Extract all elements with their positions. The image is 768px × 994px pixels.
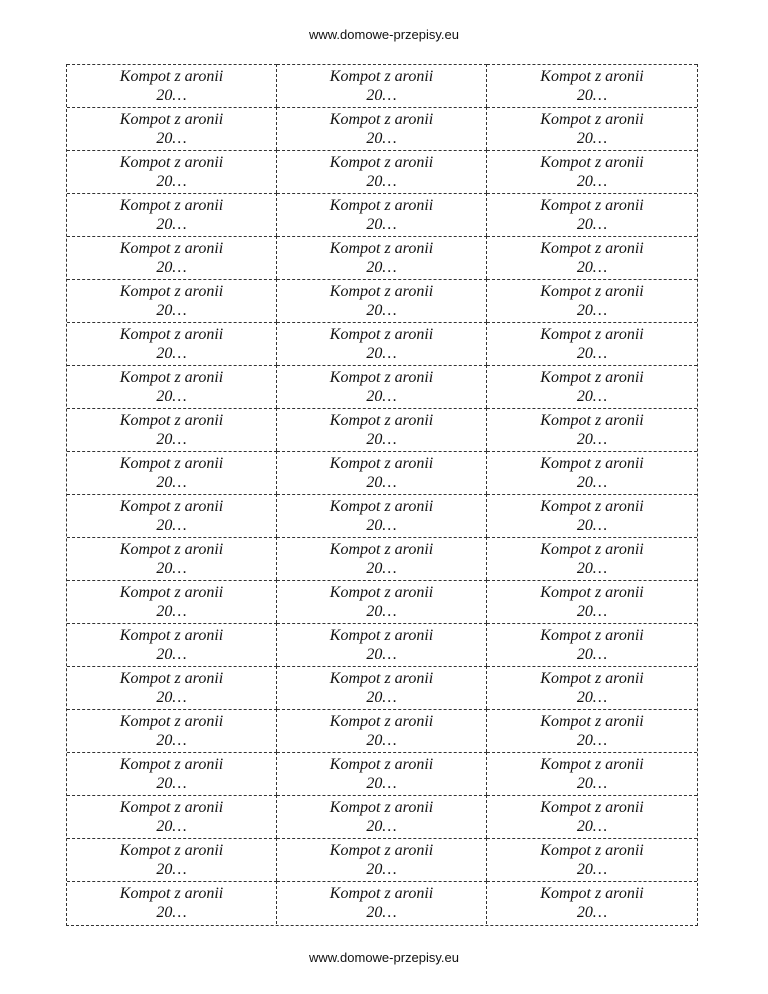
label-year: 20…: [366, 646, 397, 663]
label-title: Kompot z aronii: [540, 756, 644, 773]
label-title: Kompot z aronii: [329, 240, 434, 257]
jar-label: [67, 666, 277, 709]
jar-label: [277, 537, 487, 580]
label-year: 20…: [156, 388, 187, 405]
label-year: 20…: [366, 302, 397, 319]
label-year: 20…: [366, 216, 397, 233]
label-year: 20…: [156, 345, 187, 362]
label-year: 20…: [366, 603, 397, 620]
label-year: 20…: [156, 87, 187, 104]
label-year: 20…: [576, 130, 608, 147]
label-year: 20…: [366, 732, 397, 749]
label-year: 20…: [576, 517, 608, 534]
jar-label: [67, 537, 277, 580]
label-year: 20…: [576, 775, 608, 792]
label-year: 20…: [156, 130, 187, 147]
label-title: Kompot z aronii: [540, 885, 644, 902]
jar-label: [277, 709, 487, 752]
jar-label: [277, 365, 487, 408]
label-title: Kompot z aronii: [540, 842, 644, 859]
jar-label: [277, 64, 487, 107]
jar-label: [67, 881, 277, 924]
label-year: 20…: [156, 861, 187, 878]
jar-label: [277, 838, 487, 881]
site-url-header: www.domowe-przepisy.eu: [308, 27, 460, 42]
label-title: Kompot z aronii: [540, 455, 644, 472]
jar-label: [277, 451, 487, 494]
jar-label: [277, 494, 487, 537]
label-year: 20…: [576, 216, 608, 233]
label-title: Kompot z aronii: [119, 498, 224, 515]
label-year: 20…: [156, 431, 187, 448]
label-title: Kompot z aronii: [329, 670, 434, 687]
jar-label: [277, 623, 487, 666]
label-title: Kompot z aronii: [540, 670, 644, 687]
label-year: 20…: [156, 560, 187, 577]
label-year: 20…: [576, 259, 608, 276]
label-year: 20…: [366, 259, 397, 276]
jar-label: [487, 365, 697, 408]
label-title: Kompot z aronii: [540, 627, 644, 644]
jar-label: [487, 64, 697, 107]
label-year: 20…: [156, 646, 187, 663]
label-year: 20…: [156, 689, 187, 706]
jar-label: [487, 193, 697, 236]
label-year: 20…: [156, 603, 187, 620]
label-title: Kompot z aronii: [119, 111, 224, 128]
jar-label: [487, 580, 697, 623]
label-title: Kompot z aronii: [329, 412, 434, 429]
label-year: 20…: [366, 87, 397, 104]
label-title: Kompot z aronii: [119, 326, 224, 343]
jar-label: [277, 279, 487, 322]
label-title: Kompot z aronii: [540, 68, 644, 85]
jar-label: [487, 236, 697, 279]
label-title: Kompot z aronii: [119, 842, 224, 859]
label-year: 20…: [366, 388, 397, 405]
label-year: 20…: [366, 689, 397, 706]
jar-label: [277, 322, 487, 365]
label-year: 20…: [576, 302, 608, 319]
jar-label: [487, 279, 697, 322]
label-title: Kompot z aronii: [329, 627, 434, 644]
label-title: Kompot z aronii: [329, 541, 434, 558]
label-year: 20…: [156, 474, 187, 491]
label-year: 20…: [156, 259, 187, 276]
label-year: 20…: [156, 173, 187, 190]
label-title: Kompot z aronii: [119, 369, 224, 386]
jar-label: [277, 881, 487, 924]
label-year: 20…: [156, 775, 187, 792]
label-year: 20…: [576, 388, 608, 405]
jar-label: [67, 623, 277, 666]
label-year: 20…: [576, 474, 608, 491]
jar-label: [67, 494, 277, 537]
jar-label: [277, 107, 487, 150]
jar-label: [67, 580, 277, 623]
label-year: 20…: [366, 818, 397, 835]
label-year: 20…: [366, 517, 397, 534]
jar-label: [67, 451, 277, 494]
jar-label: [67, 150, 277, 193]
jar-label: [487, 881, 697, 924]
label-title: Kompot z aronii: [329, 756, 434, 773]
jar-label: [277, 150, 487, 193]
label-title: Kompot z aronii: [540, 713, 644, 730]
label-title: Kompot z aronii: [119, 283, 224, 300]
label-title: Kompot z aronii: [119, 756, 224, 773]
label-year: 20…: [576, 818, 608, 835]
label-title: Kompot z aronii: [540, 369, 644, 386]
jar-label: [277, 193, 487, 236]
label-title: Kompot z aronii: [329, 197, 434, 214]
label-title: Kompot z aronii: [119, 541, 224, 558]
label-title: Kompot z aronii: [329, 369, 434, 386]
jar-label: [67, 236, 277, 279]
jar-label: [487, 494, 697, 537]
label-title: Kompot z aronii: [119, 240, 224, 257]
jar-label: [487, 322, 697, 365]
label-title: Kompot z aronii: [329, 68, 434, 85]
jar-label: [487, 150, 697, 193]
label-title: Kompot z aronii: [329, 111, 434, 128]
label-title: Kompot z aronii: [540, 326, 644, 343]
jar-label: [67, 752, 277, 795]
jar-label: [487, 709, 697, 752]
site-url-footer: www.domowe-przepisy.eu: [308, 950, 460, 965]
label-year: 20…: [576, 732, 608, 749]
label-title: Kompot z aronii: [329, 584, 434, 601]
label-title: Kompot z aronii: [119, 713, 224, 730]
label-title: Kompot z aronii: [329, 154, 434, 171]
label-title: Kompot z aronii: [540, 412, 644, 429]
label-title: Kompot z aronii: [119, 68, 224, 85]
jar-label: [487, 838, 697, 881]
label-title: Kompot z aronii: [329, 842, 434, 859]
label-year: 20…: [156, 517, 187, 534]
label-title: Kompot z aronii: [329, 885, 434, 902]
label-title: Kompot z aronii: [329, 498, 434, 515]
jar-label: [67, 365, 277, 408]
jar-label: [487, 623, 697, 666]
label-year: 20…: [576, 345, 608, 362]
jar-label: [487, 451, 697, 494]
label-title: Kompot z aronii: [540, 584, 644, 601]
label-title: Kompot z aronii: [540, 283, 644, 300]
jar-label: [67, 838, 277, 881]
jar-label: [487, 408, 697, 451]
jar-label: [277, 408, 487, 451]
jar-label: [487, 795, 697, 838]
label-title: Kompot z aronii: [119, 885, 224, 902]
jar-label: [67, 64, 277, 107]
label-year: 20…: [366, 904, 397, 921]
label-title: Kompot z aronii: [119, 670, 224, 687]
jar-label: [277, 795, 487, 838]
jar-label: [277, 580, 487, 623]
label-title: Kompot z aronii: [540, 541, 644, 558]
label-title: Kompot z aronii: [329, 283, 434, 300]
jar-label: [277, 752, 487, 795]
label-sheet: [66, 64, 698, 926]
label-year: 20…: [366, 173, 397, 190]
label-year: 20…: [156, 904, 187, 921]
label-year: 20…: [156, 732, 187, 749]
label-year: 20…: [576, 861, 608, 878]
label-title: Kompot z aronii: [119, 455, 224, 472]
label-year: 20…: [576, 689, 608, 706]
jar-label: [277, 236, 487, 279]
label-title: Kompot z aronii: [119, 584, 224, 601]
jar-label: [277, 666, 487, 709]
jar-label: [67, 709, 277, 752]
label-year: 20…: [576, 560, 608, 577]
label-title: Kompot z aronii: [329, 799, 434, 816]
label-title: Kompot z aronii: [119, 154, 224, 171]
label-title: Kompot z aronii: [119, 197, 224, 214]
label-title: Kompot z aronii: [540, 799, 644, 816]
label-year: 20…: [576, 87, 608, 104]
jar-label: [487, 752, 697, 795]
label-title: Kompot z aronii: [540, 197, 644, 214]
label-year: 20…: [366, 861, 397, 878]
label-year: 20…: [576, 646, 608, 663]
label-title: Kompot z aronii: [329, 713, 434, 730]
jar-label: [67, 408, 277, 451]
jar-label: [67, 795, 277, 838]
label-year: 20…: [366, 474, 397, 491]
jar-label: [487, 666, 697, 709]
label-year: 20…: [576, 603, 608, 620]
label-title: Kompot z aronii: [329, 455, 434, 472]
jar-label: [487, 107, 697, 150]
label-year: 20…: [156, 216, 187, 233]
jar-label: [67, 322, 277, 365]
label-year: 20…: [156, 818, 187, 835]
label-title: Kompot z aronii: [540, 240, 644, 257]
label-year: 20…: [366, 775, 397, 792]
label-title: Kompot z aronii: [540, 498, 644, 515]
jar-label: [67, 193, 277, 236]
jar-label: [67, 107, 277, 150]
label-title: Kompot z aronii: [540, 111, 644, 128]
label-title: Kompot z aronii: [540, 154, 644, 171]
label-year: 20…: [366, 431, 397, 448]
label-year: 20…: [576, 173, 608, 190]
label-year: 20…: [366, 560, 397, 577]
jar-label: [67, 279, 277, 322]
label-title: Kompot z aronii: [329, 326, 434, 343]
label-year: 20…: [576, 904, 608, 921]
label-title: Kompot z aronii: [119, 799, 224, 816]
jar-label: [487, 537, 697, 580]
label-title: Kompot z aronii: [119, 412, 224, 429]
label-year: 20…: [366, 130, 397, 147]
label-year: 20…: [156, 302, 187, 319]
label-title: Kompot z aronii: [119, 627, 224, 644]
label-year: 20…: [576, 431, 608, 448]
label-year: 20…: [366, 345, 397, 362]
